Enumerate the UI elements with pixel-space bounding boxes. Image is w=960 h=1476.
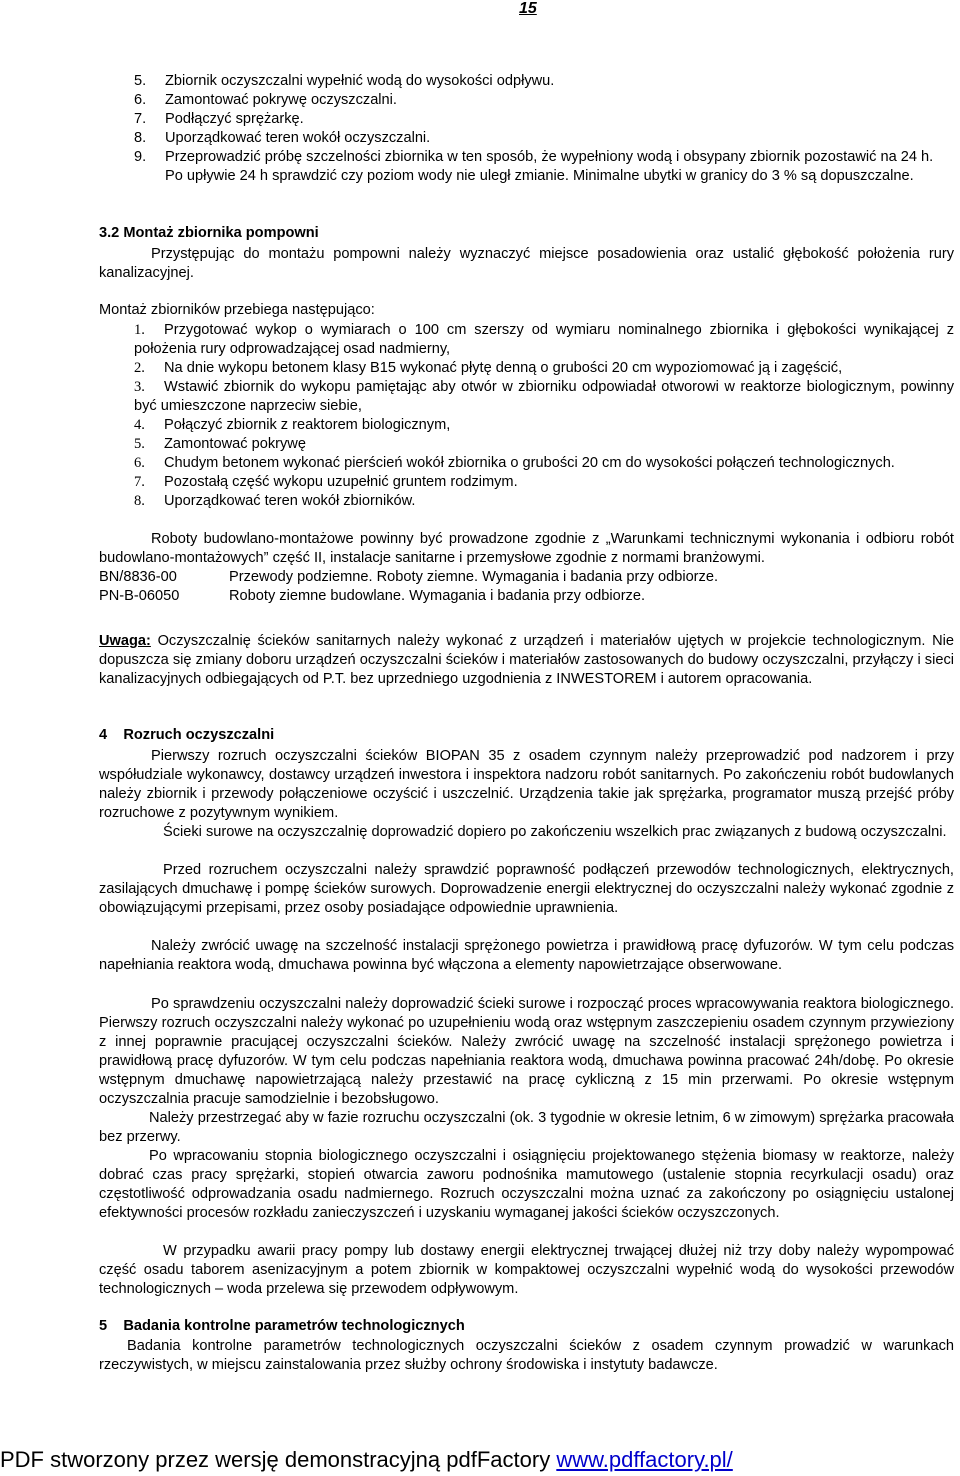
list-item [134, 378, 954, 416]
note-label: Uwaga: [99, 633, 151, 649]
list-title: Montaż zbiorników przebiega następująco: [99, 302, 375, 318]
norm-description: Przewody podziemne. Roboty ziemne. Wymagania i badania przy odbiorze. [229, 569, 719, 585]
paragraph: W przypadku awarii pracy pompy lub dostawy energii elektrycznej trwającej dłużej niż trzy doby należy wypompować część osadu taborem asenizacyjnym a potem zbiornik w kompaktowej oczyszczalni wypełnić wodą do wysokości przewodów technologicznych – woda przelewa się przewodem odpływowym. [99, 1243, 954, 1297]
norm-code: BN/8836-00 [99, 569, 177, 585]
list-item [134, 359, 954, 378]
list-item [134, 454, 954, 473]
list-number: 2. [134, 360, 145, 376]
list-text: Zamontować pokrywę [164, 436, 306, 452]
note-paragraph [99, 632, 954, 689]
paragraph: Należy zwrócić uwagę na szczelność instalacji sprężonego powietrza i prawidłową pracę dyfuzorów. W tym celu podczas napełniania reaktora wodą, dmuchawa powinna być włączona a elementy napowietrzające obserwowane. [99, 938, 954, 973]
note-text: Oczyszczalnię ścieków sanitarnych należy wykonać z urządzeń i materiałów ujętych w projekcie technologicznym. Nie dopuszcza się zmiany doboru urządzeń oczyszczalni ścieków i materiałów zastosowanych do budowy oczyszczalni, przyłączy i sieci kanalizacyjnych odbiegających od P.T. bez uprzedniego uzgodnienia z INWESTOREM i autorem opracowania. [99, 633, 954, 687]
list-number: 7. [134, 111, 147, 127]
list-item [134, 321, 954, 359]
procedure-list [134, 72, 954, 186]
norm-code: PN-B-06050 [99, 588, 180, 604]
section-heading: 5 Badania kontrolne parametrów technologicznych [99, 1318, 465, 1334]
list-number: 5. [134, 73, 147, 89]
section-heading: 3.2 Montaż zbiornika pompowni [99, 225, 319, 241]
list-text: Podłączyć sprężarkę. [165, 111, 304, 127]
list-number: 6. [134, 455, 145, 471]
mounting-steps-list [134, 321, 954, 511]
section-intro: Przystępując do montażu pompowni należy wyznaczyć miejsce posadowienia oraz ustalić głębokość położenia rury kanalizacyjnej. [99, 246, 954, 281]
paragraph: Pierwszy rozruch oczyszczalni ścieków BIOPAN 35 z osadem czynnym należy przeprowadzić pod nadzorem i przy współudziale wykonawcy, dostawcy urządzeń inwestora i inspektora nadzoru robót sanitarnych. Po zakończeniu robót budowlanych należy zbiornik i przewody połączeniowe oczyścić i uszczelnić. Urządzenia takie jak sprężarka, programator muszą przejść próby rozruchowe z pozytywnym wynikiem. [99, 748, 954, 821]
footer-link[interactable]: www.pdffactory.pl/ [556, 1447, 733, 1472]
footer-text: PDF stworzony przez wersję demonstracyjną pdfFactory [0, 1447, 557, 1472]
list-text: Pozostałą część wykopu uzupełnić gruntem rodzimym. [164, 474, 518, 490]
list-text: Na dnie wykopu betonem klasy B15 wykonać płytę denną o grubości 20 cm wypoziomować ją i zagęścić, [164, 360, 843, 376]
list-number: 5. [134, 436, 145, 452]
list-item [134, 148, 954, 186]
paragraph: Należy przestrzegać aby w fazie rozruchu oczyszczalni (ok. 3 tygodnie w okresie letnim, 6 w zimowym) sprężarka pracowała bez przerwy. [99, 1110, 954, 1145]
list-text: Uporządkować teren wokół oczyszczalni. [165, 130, 431, 146]
list-item [134, 110, 954, 129]
list-number: 8. [134, 130, 147, 146]
list-item [134, 492, 954, 511]
list-text: Przygotować wykop o wymiarach o 100 cm szerszy od wymiaru nominalnego zbiornika i głębokości wynikającej z położenia rury odprowadzającej osad nadmierny, [134, 322, 954, 357]
list-text: Chudym betonem wykonać pierścień wokół zbiornika o grubości 20 cm do wysokości połączeń technologicznych. [164, 455, 895, 471]
list-text: Zbiornik oczyszczalni wypełnić wodą do wysokości odpływu. [165, 73, 555, 89]
list-number: 6. [134, 92, 147, 108]
list-item [134, 416, 954, 435]
list-number: 7. [134, 474, 145, 490]
norm-description: Roboty ziemne budowlane. Wymagania i badania przy odbiorze. [229, 588, 646, 604]
pdf-footer [0, 1447, 733, 1473]
list-item [134, 72, 954, 91]
list-number: 9. [134, 149, 147, 165]
page-number: 15 [519, 0, 537, 17]
list-item [134, 473, 954, 492]
list-number: 1. [134, 322, 145, 338]
list-number: 8. [134, 493, 145, 509]
paragraph: Badania kontrolne parametrów technologicznych oczyszczalni ścieków z osadem czynnym prowadzić w warunkach rzeczywistych, w miejscu zainstalowania przez służby ochrony środowiska i instytuty badawcze. [99, 1338, 954, 1373]
section-heading: 4 Rozruch oczyszczalni [99, 727, 275, 743]
list-text: Przeprowadzić próbę szczelności zbiornika w ten sposób, że wypełniony wodą i obsypany zbiornik pozostawić na 24 h. Po upływie 24 h sprawdzić czy poziom wody nie uległ zmianie. Minimalne ubytki w granicy do 3 % są dopuszczalne. [165, 149, 934, 184]
works-paragraph: Roboty budowlano-montażowe powinny być prowadzone zgodnie z „Warunkami technicznymi wykonania i odbioru robót budowlano-montażowych” część II, instalacje sanitarne i przemysłowe zgodnie z normami branżowymi. [99, 531, 954, 566]
list-number: 4. [134, 417, 145, 433]
list-text: Uporządkować teren wokół zbiorników. [164, 493, 416, 509]
list-text: Zamontować pokrywę oczyszczalni. [165, 92, 397, 108]
list-number: 3. [134, 379, 145, 395]
paragraph: Po wpracowaniu stopnia biologicznego oczyszczalni i osiągnięciu projektowanego stężenia biomasy w reaktorze, należy dobrać czas pracy sprężarki, stopień otwarcia zaworu podnośnika mamutowego (ustalenie stopnia recyrkulacji osadu) oraz częstotliwość odprowadzania osadu nadmiernego. Rozruch oczyszczalni można uznać za zakończony po osiągnięciu ustalonej efektywności procesów rozkładu zanieczyszczeń i uzyskaniu wymaganej jakości ścieków oczyszczonych. [99, 1148, 954, 1221]
list-item [134, 91, 954, 110]
paragraph: Przed rozruchem oczyszczalni należy sprawdzić poprawność podłączeń przewodów technologicznych, elektrycznych, zasilających dmuchawę i pompę ścieków surowych. Doprowadzenie energii elektrycznej do oczyszczalni należy wykonać zgodnie z obowiązującymi przepisami, przez osoby posiadające odpowiednie uprawnienia. [99, 862, 954, 916]
list-item [134, 435, 954, 454]
paragraph: Po sprawdzeniu oczyszczalni należy doprowadzić ścieki surowe i rozpocząć proces wpracowywania reaktora biologicznego. Pierwszy rozruch oczyszczalni należy wykonać po uzupełnieniu wodą oraz wstępnym zaszczepieniu osadem czynnym przywieziony z innej poprawnie pracującej oczyszczalni ścieków. Należy zwrócić uwagę na szczelność instalacji sprężonego powietrza i prawidłową pracę dyfuzorów. W tym celu podczas napełniania reaktora wodą, dmuchawa powinna pracować 24h/dobę. Po okresie wstępnym dmuchawę napowietrzającą należy przestawić na pracę cykliczną z 15 min przerwami. Po okresie wstępnym oczyszczalnia pracuje samodzielnie i bezobsługowo. [99, 996, 954, 1107]
list-text: Połączyć zbiornik z reaktorem biologicznym, [164, 417, 451, 433]
list-text: Wstawić zbiornik do wykopu pamiętając aby otwór w zbiorniku odpowiadał otworowi w reaktorze biologicznym, powinny być umieszczone naprzeciw siebie, [134, 379, 954, 414]
list-item [134, 129, 954, 148]
paragraph: Ścieki surowe na oczyszczalnię doprowadzić dopiero po zakończeniu wszelkich prac związanych z budową oczyszczalni. [163, 824, 947, 840]
